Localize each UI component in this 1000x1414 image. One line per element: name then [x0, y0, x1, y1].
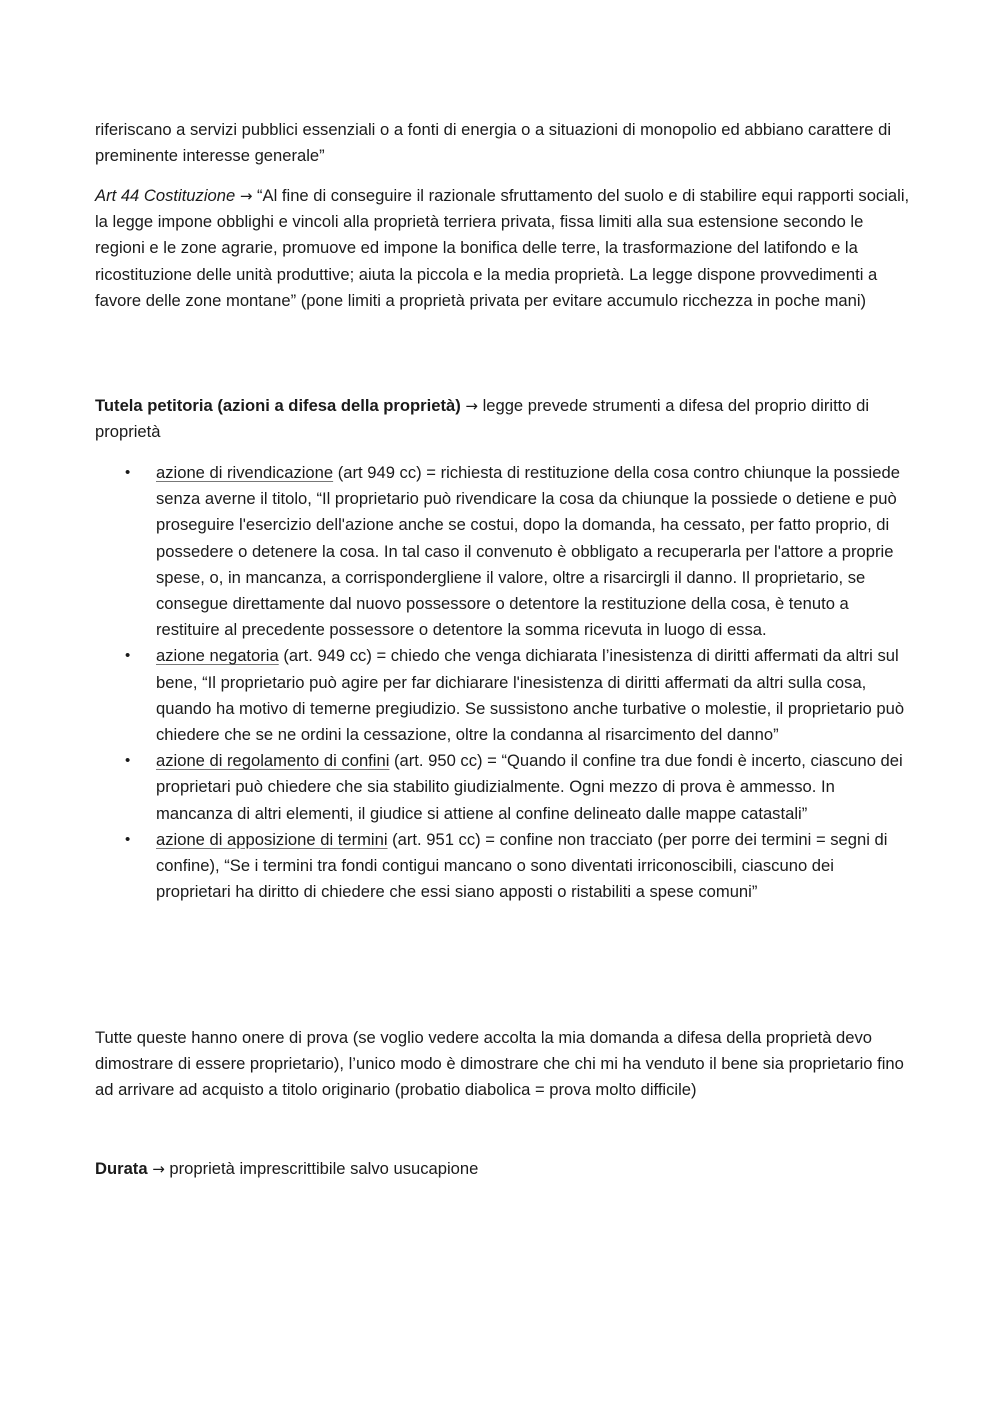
art-44-label: Art 44 Costituzione — [95, 186, 236, 205]
bullet-icon: • — [125, 752, 131, 770]
negatoria-text: (art. 949 cc) = chiedo che venga dichiarata l’inesistenza di diritti affermati da altri sul bene, “Il proprietario può agire per far dichiarare l'inesistenza di diritti affermati da altri sulla cosa, quando ha motivo di temerne pregiudizio. Se sussistono anche turbative o molestie, il proprietario può chiedere che se ne ordini la cessazione, oltre la condanna al risarcimento del danno” — [156, 646, 905, 745]
paragraph-art-44 — [95, 183, 910, 314]
regolamento-confini-text: (art. 950 cc) = “Quando il confine tra due fondi è incerto, ciascuno dei proprietari può chiedere che sia stabilito giudizialmente. Ogni mezzo di prova è ammesso. In mancanza di altri elementi, il giudice si attiene al confine delineato dalle mappe catastali” — [156, 751, 903, 823]
arrow-icon: → — [465, 397, 478, 415]
apposizione-termini-text: (art. 951 cc) = confine non tracciato (per porre dei termini = segni di confine), “Se i termini tra fondi contigui mancano o sono diventati irriconoscibili, ciascuno dei proprietari ha diritto di chiedere che essi siano apposti o ristabiliti a spese comuni” — [156, 829, 888, 902]
actions-list — [95, 460, 910, 905]
list-item-negatoria — [95, 643, 910, 748]
list-item-rivendicazione — [95, 460, 910, 643]
rivendicazione-title: azione di rivendicazione — [156, 463, 334, 482]
paragraph-durata — [95, 1156, 910, 1182]
arrow-icon: → — [239, 187, 253, 205]
list-item-regolamento-confini — [95, 748, 910, 827]
durata-heading: Durata — [95, 1159, 148, 1178]
list-item-apposizione-termini — [95, 827, 910, 906]
rivendicazione-text: (art 949 cc) = richiesta di restituzione della cosa contro chiunque la possiede senza averne il titolo, “Il proprietario può rivendicare la cosa da chiunque la possiede o detiene e può proseguire l'esercizio dell'azione anche se costui, dopo la domanda, ha cessato, per fatto proprio, di possedere o detenere la cosa. In tal caso il convenuto è obbligato a recuperarla per l'attore a proprie spese, o, in mancanza, a corrispondergliene il valore, oltre a risarcirgli il danno. Il proprietario, se consegue direttamente dal nuovo possessore o detentore la restituzione della cosa, è tenuto a restituire al precedente possessore o detentore la somma ricevuta in luogo di essa. — [156, 463, 900, 640]
durata-text: proprietà imprescrittibile salvo usucapione — [164, 1159, 479, 1178]
bullet-icon: • — [125, 830, 131, 848]
paragraph-continuation: riferiscano a servizi pubblici essenziali o a fonti di energia o a situazioni di monopolio ed abbiano carattere di preminente interesse generale” — [95, 120, 892, 166]
apposizione-termini-title: azione di apposizione di termini — [156, 829, 388, 849]
bullet-icon: • — [125, 464, 131, 481]
regolamento-confini-title: azione di regolamento di confini — [156, 751, 390, 771]
negatoria-title: azione negatoria — [156, 646, 279, 666]
paragraph-onere-prova: Tutte queste hanno onere di prova (se voglio vedere accolta la mia domanda a difesa della proprietà devo dimostrare di essere proprietario), l’unico modo è dimostrare che chi mi ha venduto il bene sia proprietario fino ad arrivare ad acquisto a titolo originario (probatio diabolica = prova molto difficile) — [95, 1028, 904, 1100]
paragraph-tutela-petitoria — [95, 393, 910, 445]
arrow-icon: → — [152, 1160, 165, 1178]
bullet-icon: • — [125, 647, 131, 665]
tutela-heading: Tutela petitoria (azioni a difesa della proprietà) — [95, 396, 461, 415]
tutela-text: legge prevede strumenti a difesa del proprio diritto di proprietà — [95, 396, 870, 442]
art-44-text: “Al fine di conseguire il razionale sfruttamento del suolo e di stabilire equi rapporti sociali, la legge impone obblighi e vincoli alla proprietà terriera privata, fissa limiti alla sua estensione secondo le regioni e le zone agrarie, promuove ed impone la bonifica delle terre, la trasformazione del latifondo e la ricostituzione delle unità produttive; aiuta la piccola e la media proprietà. La legge dispone provvedimenti a favore delle zone montane” (pone limiti a proprietà privata per evitare accumulo ricchezza in poche mani) — [95, 186, 910, 310]
